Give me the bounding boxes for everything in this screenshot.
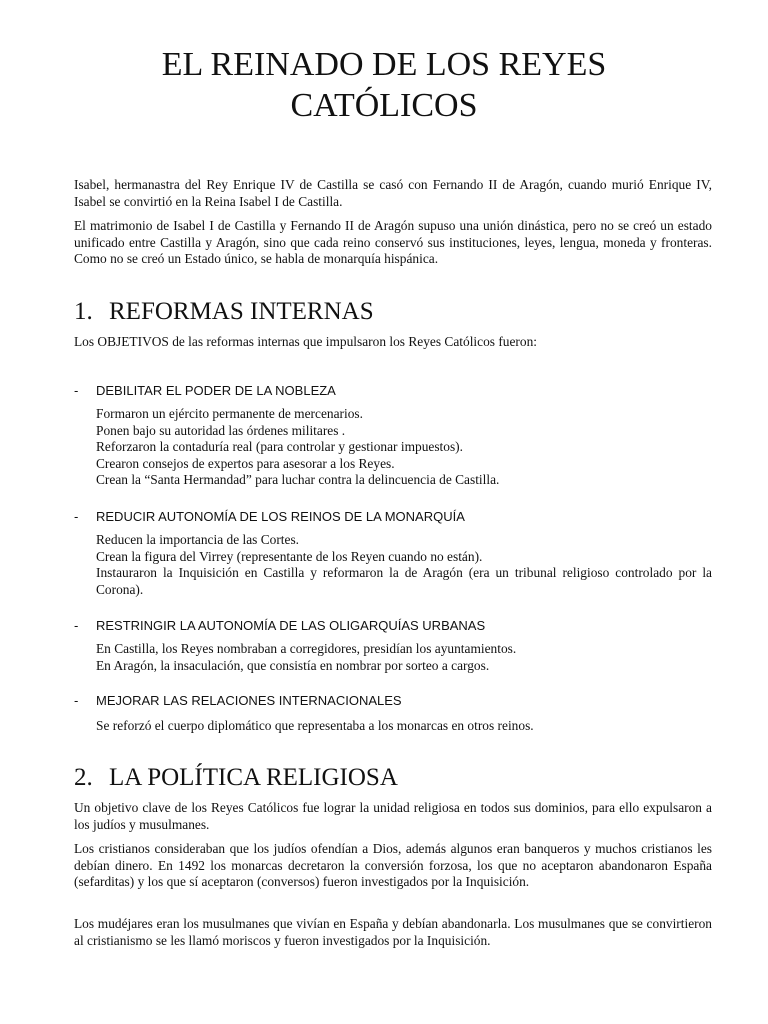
section-1-title: REFORMAS INTERNAS [109,298,374,325]
objective-details [96,718,712,735]
section-2-paragraph-1: Un objetivo clave de los Reyes Católicos fue lograr la unidad religiosa en todos sus dominios, para ello expulsaron a los judíos y musulmanes. [74,800,712,832]
bullet-dash: - [74,618,79,633]
detail-line: Reducen la importancia de las Cortes. [96,532,300,547]
section-2-paragraph-2: Los cristianos consideraban que los judíos ofendían a Dios, además algunos eran banqueros y muchos cristianos les debían dinero. En 1492 los monarcas decretaron la conversión forzosa, los que no aceptaron abandonaron España (sefarditas) y los que sí aceptaron (conversos) fueron investigados por la Inquisición. [74,841,712,890]
objective-details [96,641,712,674]
detail-line: En Aragón, la insaculación, que consistía en nombrar por sorteo a cargos. [96,657,490,673]
section-1-number: 1. [74,298,93,325]
objective-label: RESTRINGIR LA AUTONOMÍA DE LAS OLIGARQUÍAS URBANAS [96,618,486,633]
bullet-dash: - [74,383,79,398]
section-1-intro: Los OBJETIVOS de las reformas internas que impulsaron los Reyes Católicos fueron: [74,334,538,349]
objective-item [74,382,714,399]
detail-line: Formaron un ejército permanente de mercenarios. [96,406,363,421]
section-2-number: 2. [74,764,93,791]
detail-line: En Castilla, los Reyes nombraban a corregidores, presidían los ayuntamientos. [96,641,517,656]
objective-label: REDUCIR AUTONOMÍA DE LOS REINOS DE LA MONARQUÍA [96,509,465,524]
objective-label: MEJORAR LAS RELACIONES INTERNACIONALES [96,693,402,708]
objective-label: DEBILITAR EL PODER DE LA NOBLEZA [96,383,336,398]
detail-line: Ponen bajo su autoridad las órdenes militares . [96,422,346,438]
objective-details [96,532,712,598]
intro-paragraph-2: El matrimonio de Isabel I de Castilla y Fernando II de Aragón supuso una unión dinástica, pero no se creó un estado unificado entre Castilla y Aragón, sino que cada reino conservó sus instituciones, leyes, lengua, moneda y fronteras. Como no se creó un Estado único, se habla de monarquía hispánica. [74,218,712,267]
section-1-heading [74,297,374,327]
objective-item [74,617,714,634]
bullet-dash: - [74,693,79,708]
bullet-dash: - [74,509,79,524]
detail-line: Reforzaron la contaduría real (para controlar y gestionar impuestos). [96,439,463,455]
detail-line: Instauraron la Inquisición en Castilla y reformaron la de Aragón (era un tribunal religioso controlado por la Corona). [96,565,712,597]
objective-item [74,508,714,525]
objective-item [74,692,714,709]
detail-line: Crean la “Santa Hermandad” para luchar contra la delincuencia de Castilla. [96,472,500,488]
intro-paragraph-1: Isabel, hermanastra del Rey Enrique IV de Castilla se casó con Fernando II de Aragón, cuando murió Enrique IV, Isabel se convirtió en la Reina Isabel I de Castilla. [74,177,712,209]
detail-line: Crean la figura del Virrey (representante de los Reyen cuando no están). [96,548,483,564]
section-2-title: LA POLÍTICA RELIGIOSA [109,764,398,791]
section-2-paragraph-3: Los mudéjares eran los musulmanes que vivían en España y debían abandonarla. Los musulmanes que se convirtieron al cristianismo se les llamó moriscos y fueron investigados por la Inquisición. [74,916,712,948]
section-2-heading [74,763,398,793]
objective-details [96,406,712,489]
detail-line: Crearon consejos de expertos para asesorar a los Reyes. [96,455,395,471]
detail-line: Se reforzó el cuerpo diplomático que representaba a los monarcas en otros reinos. [96,718,534,733]
page-title: EL REINADO DE LOS REYES CATÓLICOS [161,46,607,124]
